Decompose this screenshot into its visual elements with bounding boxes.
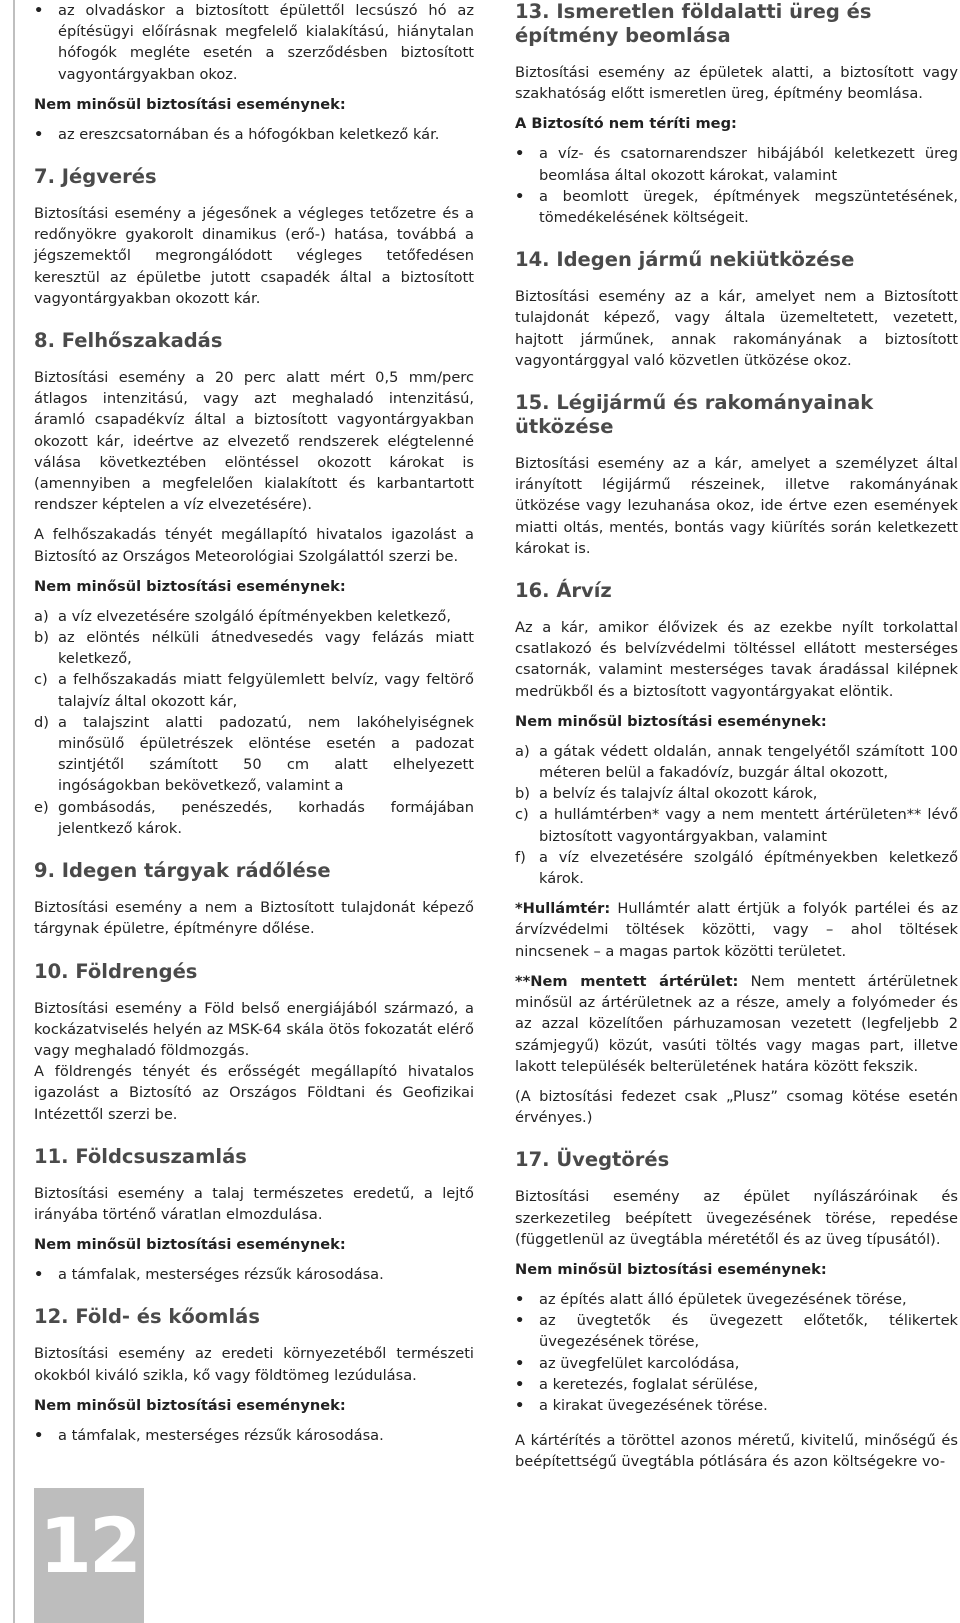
list-item	[34, 627, 474, 669]
list-item	[34, 606, 474, 627]
section-12-exclusions	[34, 1425, 474, 1446]
section-12-body: Biztosítási esemény az eredeti környezetéből természeti okokból kiváló szikla, kő vagy földtömeg lezúdulása.	[34, 1345, 474, 1384]
list-item-text: a támfalak, mesterséges rézsűk károsodása.	[58, 1266, 384, 1284]
section-8-body-1: Biztosítási esemény a 20 perc alatt mért 0,5 mm/perc átlagos intenzitású, vagy azt meghaladó intenzitású, áramló csapadékvíz által a biztosított vagyontárgyakban okozott kár, ideértve az elvezető rendszerek elégtelenné válása következtében elöntéssel okozott károkat is (amennyiben a megfelelően kialakított és karbantartott rendszer képtelen a víz elvezetésére).	[34, 369, 474, 514]
list-item	[515, 1289, 958, 1310]
bullet-icon: •	[515, 187, 525, 205]
bullet-icon: •	[515, 1396, 525, 1414]
item-letter: b)	[34, 629, 49, 647]
bullet-icon: •	[34, 2, 44, 19]
section-9-body: Biztosítási esemény a nem a Biztosított tulajdonát képező tárgynak épületre, építményre dőlése.	[34, 899, 474, 938]
section-9-title: 9. Idegen tárgyak rádőlése	[34, 859, 331, 883]
list-item	[515, 741, 958, 783]
list-item	[34, 1264, 474, 1285]
not-covered-heading: Nem minősül biztosítási eseménynek:	[34, 95, 346, 113]
section-13-title: 13. Ismeretlen földalatti üreg és építmény beomlása	[515, 0, 872, 47]
item-text: a talajszint alatti padozatú, nem lakóhelyiségnek minősülő épületrészek elöntése esetén a padozat szintjétől számított 50 cm alatt elhelyezett ingóságokban bekövetkező, valamint a	[58, 713, 474, 795]
coverage-note: (A biztosítási fedezet csak „Plusz” csomag kötése esetén érvényes.)	[515, 1087, 958, 1127]
bullet-icon: •	[34, 1426, 44, 1444]
section-8-not-covered: Nem minősül biztosítási eseménynek:	[34, 577, 346, 595]
list-item-text: a kirakat üvegezésének törése.	[539, 1396, 768, 1414]
section-17-not-covered: Nem minősül biztosítási eseménynek:	[515, 1260, 827, 1278]
list-item	[515, 1395, 958, 1416]
definition-text: Nem mentett ártérületnek minősül az ártérületnek az a része, amely a folyómeder és az azzal közelítően párhuzamosan vezetett (legfeljebb 2 számjegyű) közút, vasúti töltés vagy magas part, illetve lakott településék belterületének határa között fekszik.	[515, 972, 958, 1075]
list-item	[34, 669, 474, 711]
definition-term: **Nem mentett ártérület:	[515, 972, 739, 990]
list-item-text: az ereszcsatornában és a hófogókban keletkező kár.	[58, 125, 440, 143]
list-item-text: a keretezés, foglalat sérülése,	[539, 1375, 759, 1393]
list-item-text: a beomlott üregek, építmények megszüntetésének, tömedékelésének költségeit.	[539, 187, 958, 227]
bullet-icon: •	[34, 125, 44, 143]
section-15-title: 15. Légijármű és rakományainak ütközése	[515, 391, 874, 439]
list-item	[515, 1374, 958, 1395]
section-13-exclusions	[515, 143, 958, 228]
right-column	[515, 0, 958, 1473]
list-item-text: az üvegfelület karcolódása,	[539, 1354, 740, 1372]
section-10-title: 10. Földrengés	[34, 959, 198, 983]
list-item	[515, 143, 958, 185]
list-item	[34, 1425, 474, 1446]
item-text: a belvíz és talajvíz által okozott károk,	[539, 785, 818, 803]
list-item	[515, 804, 958, 846]
list-item-text: a víz- és csatornarendszer hibájából keletkezett üreg beomlása által okozott károkat, valamint	[539, 145, 958, 184]
section-12-title: 12. Föld- és kőomlás	[34, 1305, 260, 1329]
list-item	[34, 124, 474, 145]
item-letter: a)	[515, 742, 530, 760]
item-text: a gátak védett oldalán, annak tengelyétől számított 100 méteren belül a fakadóvíz, buzgár által okozott,	[539, 742, 958, 782]
margin-line	[13, 0, 15, 1623]
item-text: a felhőszakadás miatt felgyülemlett belvíz, vagy feltörő talajvíz által okozott kár,	[58, 671, 474, 710]
intro-not-list	[34, 124, 474, 145]
bullet-icon: •	[515, 1354, 525, 1372]
section-10-body-1: Biztosítási esemény a Föld belső energiájából származó, a kockázatviselés helyén az MSK-64 skála ötös fokozatát elérő vagy meghaladó földmozgás.	[34, 999, 474, 1059]
section-17-body: Biztosítási esemény az épület nyílászáróinak és szerkezetileg beépített üvegezésének törése, repedése (függetlenül az üvegtábla méretétől és az üveg típusától).	[515, 1188, 958, 1248]
item-letter: c)	[34, 671, 48, 689]
list-item-text: a támfalak, mesterséges rézsűk károsodása.	[58, 1426, 384, 1444]
section-11-title: 11. Földcsuszamlás	[34, 1144, 247, 1168]
list-item	[515, 1310, 958, 1352]
item-text: az elöntés nélküli átnedvesedés vagy felázás miatt keletkező,	[58, 629, 474, 668]
bullet-icon: •	[515, 145, 525, 163]
section-15-body: Biztosítási esemény az a kár, amelyet a személyzet által irányított légijármű részeinek, illetve rakományának ütközése vagy lezuhanása okoz, ide értve ezen események miatti oltás, mentés, bontás vagy kiürítés során keletkezett károkat is.	[515, 455, 958, 557]
page-number-block	[34, 1488, 144, 1623]
definition-nem-mentett-arterulet	[515, 971, 958, 1077]
section-11-exclusions	[34, 1264, 474, 1285]
bullet-icon: •	[515, 1312, 525, 1330]
list-item	[34, 712, 474, 797]
section-12-not-covered: Nem minősül biztosítási eseménynek:	[34, 1396, 346, 1414]
definition-hullamter	[515, 898, 958, 962]
section-17-exclusions	[515, 1289, 958, 1416]
list-item	[515, 186, 958, 228]
section-13-body: Biztosítási esemény az épületek alatti, a biztosított vagy szakhatóság előtt ismeretlen üreg, építmény beomlása.	[515, 64, 958, 103]
section-16-exclusions	[515, 741, 958, 889]
definition-term: *Hullámtér:	[515, 900, 611, 918]
section-7-body: Biztosítási esemény a jégesőnek a végleges tetőzetre és a redőnyökre gyakorolt dinamikus (erő-) hatása, továbbá a jégszemektől megrongálódott végleges tetőfedésen keresztül az épületbe jutott csapadék által a biztosított vagyontárgyakban okozott kár.	[34, 205, 474, 307]
section-14-body: Biztosítási esemény az a kár, amelyet nem a Biztosított tulajdonát képező, vagy általa üzemeltetett, vezetett, hajtott járműnek, annak rakományának a biztosított vagyontárggyal való közvetlen ütközése okoz.	[515, 288, 958, 369]
item-text: a víz elvezetésére szolgáló építményekben keletkező károk.	[539, 848, 958, 888]
list-item-text: az üvegtetők és üvegezett előtetők, télikertek üvegezésének törése,	[539, 1312, 958, 1351]
item-text: a víz elvezetésére szolgáló építményekben keletkező,	[58, 607, 451, 625]
bullet-icon: •	[515, 1290, 525, 1308]
item-letter: c)	[515, 806, 529, 824]
bullet-icon: •	[515, 1375, 525, 1393]
item-letter: b)	[515, 785, 530, 803]
item-letter: e)	[34, 798, 49, 816]
bullet-icon: •	[34, 1266, 44, 1284]
intro-bullet-list	[34, 0, 474, 85]
item-text: gombásodás, penészedés, korhadás formájában jelentkező károk.	[58, 798, 474, 837]
section-17-title: 17. Üvegtörés	[515, 1148, 670, 1172]
left-column	[34, 0, 474, 1446]
section-8-exclusions	[34, 606, 474, 839]
section-7-title: 7. Jégverés	[34, 165, 157, 189]
item-letter: f)	[515, 848, 526, 866]
list-item	[515, 783, 958, 804]
section-10-body-2: A földrengés tényét és erősségét megállapító hivatalos igazolást a Biztosító az Országos Földtani és Geofizikai Intézettől szerzi be.	[34, 1063, 474, 1123]
list-item	[515, 847, 958, 889]
list-item-text: az olvadáskor a biztosított épülettől lecsúszó hó az építésügyi előírásnak megfelelő kialakítású, hiánytalan hófogók megléte esetén a szerződésben biztosított vagyontárgyakban okoz.	[58, 2, 474, 83]
item-text: a hullámtérben* vagy a nem mentett ártérületen** lévő biztosított vagyontárgyakban, valamint	[539, 806, 958, 845]
section-8-title: 8. Felhőszakadás	[34, 329, 223, 353]
section-16-not-covered: Nem minősül biztosítási eseménynek:	[515, 712, 827, 730]
list-item-text: az építés alatt álló épületek üvegezésének törése,	[539, 1290, 907, 1308]
item-letter: a)	[34, 607, 49, 625]
list-item	[34, 797, 474, 839]
list-item	[515, 1353, 958, 1374]
section-16-title: 16. Árvíz	[515, 579, 612, 603]
item-letter: d)	[34, 713, 49, 731]
page-number: 12	[39, 1501, 139, 1590]
section-11-not-covered: Nem minősül biztosítási eseménynek:	[34, 1236, 346, 1254]
definition-text: Hullámtér alatt értjük a folyók partélei és az árvízvédelmi töltések közötti, vagy – ahol töltések nincsenek – a magas partok közötti területet.	[515, 900, 958, 960]
section-8-body-2: A felhőszakadás tényét megállapító hivatalos igazolást a Biztosító az Országos Meteorológiai Szolgálattól szerzi be.	[34, 526, 474, 565]
section-13-exclusion-heading: A Biztosító nem téríti meg:	[515, 115, 737, 133]
section-11-body: Biztosítási esemény a talaj természetes eredetű, a lejtő irányába történő váratlan elmozdulása.	[34, 1184, 474, 1223]
list-item	[34, 0, 474, 85]
section-14-title: 14. Idegen jármű nekiütközése	[515, 248, 855, 272]
section-17-final: A kártérítés a töröttel azonos méretű, kivitelű, minőségű és beépítettségű üvegtábla pótlására és azon költségekre vo-	[515, 1432, 958, 1471]
section-16-body: Az a kár, amikor élővizek és az ezekbe nyílt torkolattal csatlakozó és belvízvédelmi töltéssel ellátott mesterséges csatornák, valamint mesterséges tavak áradással kilépnek medrükből és a biztosított vagyontárgyakat elöntik.	[515, 619, 958, 700]
